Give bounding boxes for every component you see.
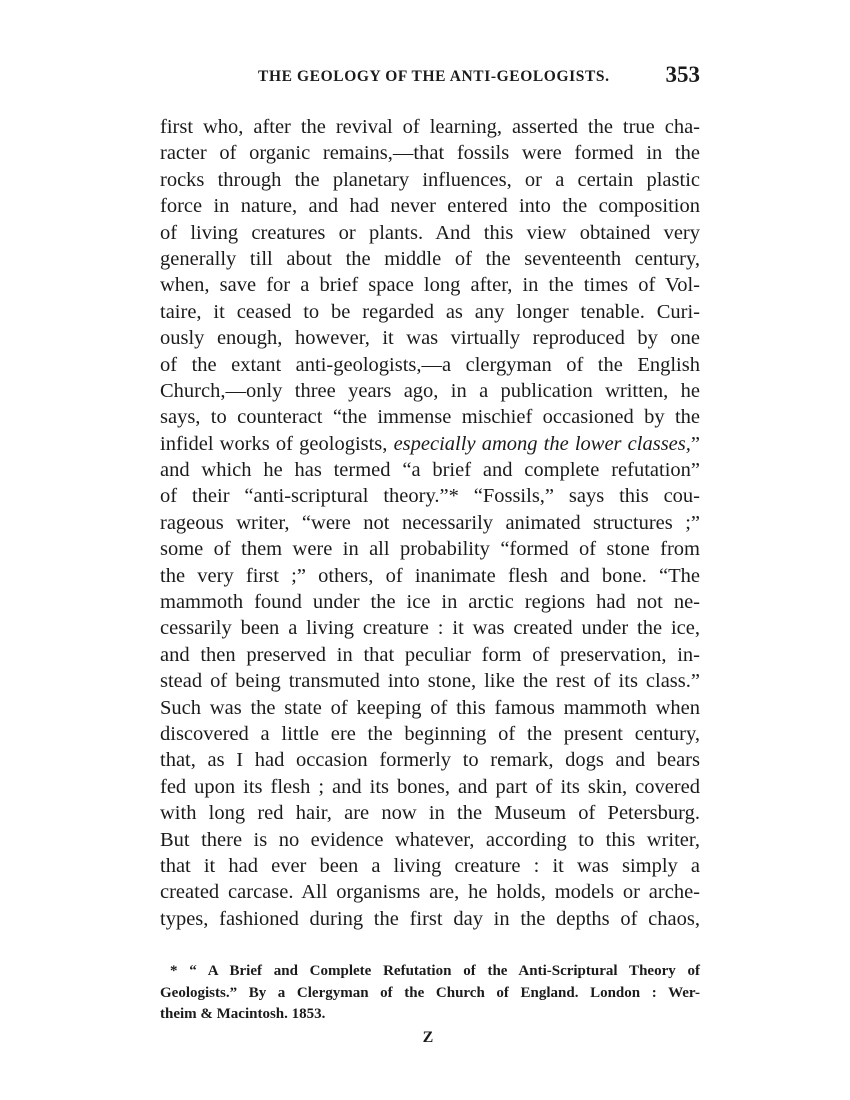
body-line: force in nature, and had never entered into the composition [160, 195, 700, 218]
footnote [160, 961, 700, 1026]
body-line: discovered a little ere the beginning of the present century, [160, 722, 700, 745]
body-line: created carcase. All organisms are, he holds, models or arche- [160, 881, 700, 904]
body-line: of the extant anti-geologists,—a clergyman of the English [160, 353, 700, 376]
body-line: types, fashioned during the first day in the depths of chaos, [160, 907, 700, 930]
body-line: the very first ;” others, of inanimate flesh and bone. “The [160, 564, 700, 587]
body-line: stead of being transmuted into stone, like the rest of its class.” [160, 670, 700, 693]
body-line: some of them were in all probability “formed of stone from [160, 538, 700, 561]
body-line-roman-start: infidel works of geologists, [160, 432, 394, 455]
body-line: Such was the state of keeping of this famous mammoth when [160, 696, 700, 719]
running-head [160, 62, 700, 96]
body-line: of living creatures or plants. And this view obtained very [160, 221, 700, 244]
body-line: But there is no evidence whatever, according to this writer, [160, 828, 700, 851]
body-text [160, 114, 700, 932]
body-line: mammoth found under the ice in arctic regions had not ne- [160, 591, 700, 614]
body-line: fed upon its flesh ; and its bones, and part of its skin, covered [160, 775, 700, 798]
body-line: cessarily been a living creature : it was created under the ice, [160, 617, 700, 640]
body-line: Church,—only three years ago, in a publication written, he [160, 379, 700, 402]
body-line: that it had ever been a living creature : it was simply a [160, 854, 700, 877]
body-line: rocks through the planetary influences, or a certain plastic [160, 168, 700, 191]
running-title: THE GEOLOGY OF THE ANTI-GEOLOGISTS. [258, 68, 610, 85]
footnote-line: theim & Macintosh. 1853. [160, 1006, 326, 1022]
footnote-line: Geologists.” By a Clergyman of the Church of England. London : Wer- [160, 984, 700, 1001]
body-line: taire, it ceased to be regarded as any longer tenable. Curi- [160, 300, 700, 323]
body-line-roman-end: ” [690, 432, 700, 455]
body-line-italic-phrase: especially among the lower classes, [393, 432, 691, 455]
body-line: and which he has termed “a brief and complete refutation” [160, 459, 700, 482]
body-line: and then preserved in that peculiar form of preservation, in- [160, 643, 700, 666]
body-line: first who, after the revival of learning, asserted the true cha- [160, 116, 700, 138]
signature-mark: Z [422, 1029, 434, 1046]
body-line: racter of organic remains,—that fossils were formed in the [160, 142, 700, 165]
page-number: 353 [665, 62, 700, 87]
body-line: generally till about the middle of the seventeenth century, [160, 247, 700, 270]
body-line: of their “anti-scriptural theory.”* “Fossils,” says this cou- [160, 485, 700, 508]
body-line-with-italic [160, 431, 700, 457]
body-line: says, to counteract “the immense mischief occasioned by the [160, 406, 700, 429]
body-line: that, as I had occasion formerly to remark, dogs and bears [160, 749, 700, 772]
body-line: when, save for a brief space long after, in the times of Vol- [160, 274, 700, 297]
body-line: rageous writer, “were not necessarily animated structures ;” [160, 511, 700, 534]
body-line: with long red hair, are now in the Museum of Petersburg. [160, 802, 700, 825]
footnote-line: * “ A Brief and Complete Refutation of the Anti-Scriptural Theory of [170, 963, 700, 979]
body-line: ously enough, however, it was virtually reproduced by one [160, 327, 700, 350]
